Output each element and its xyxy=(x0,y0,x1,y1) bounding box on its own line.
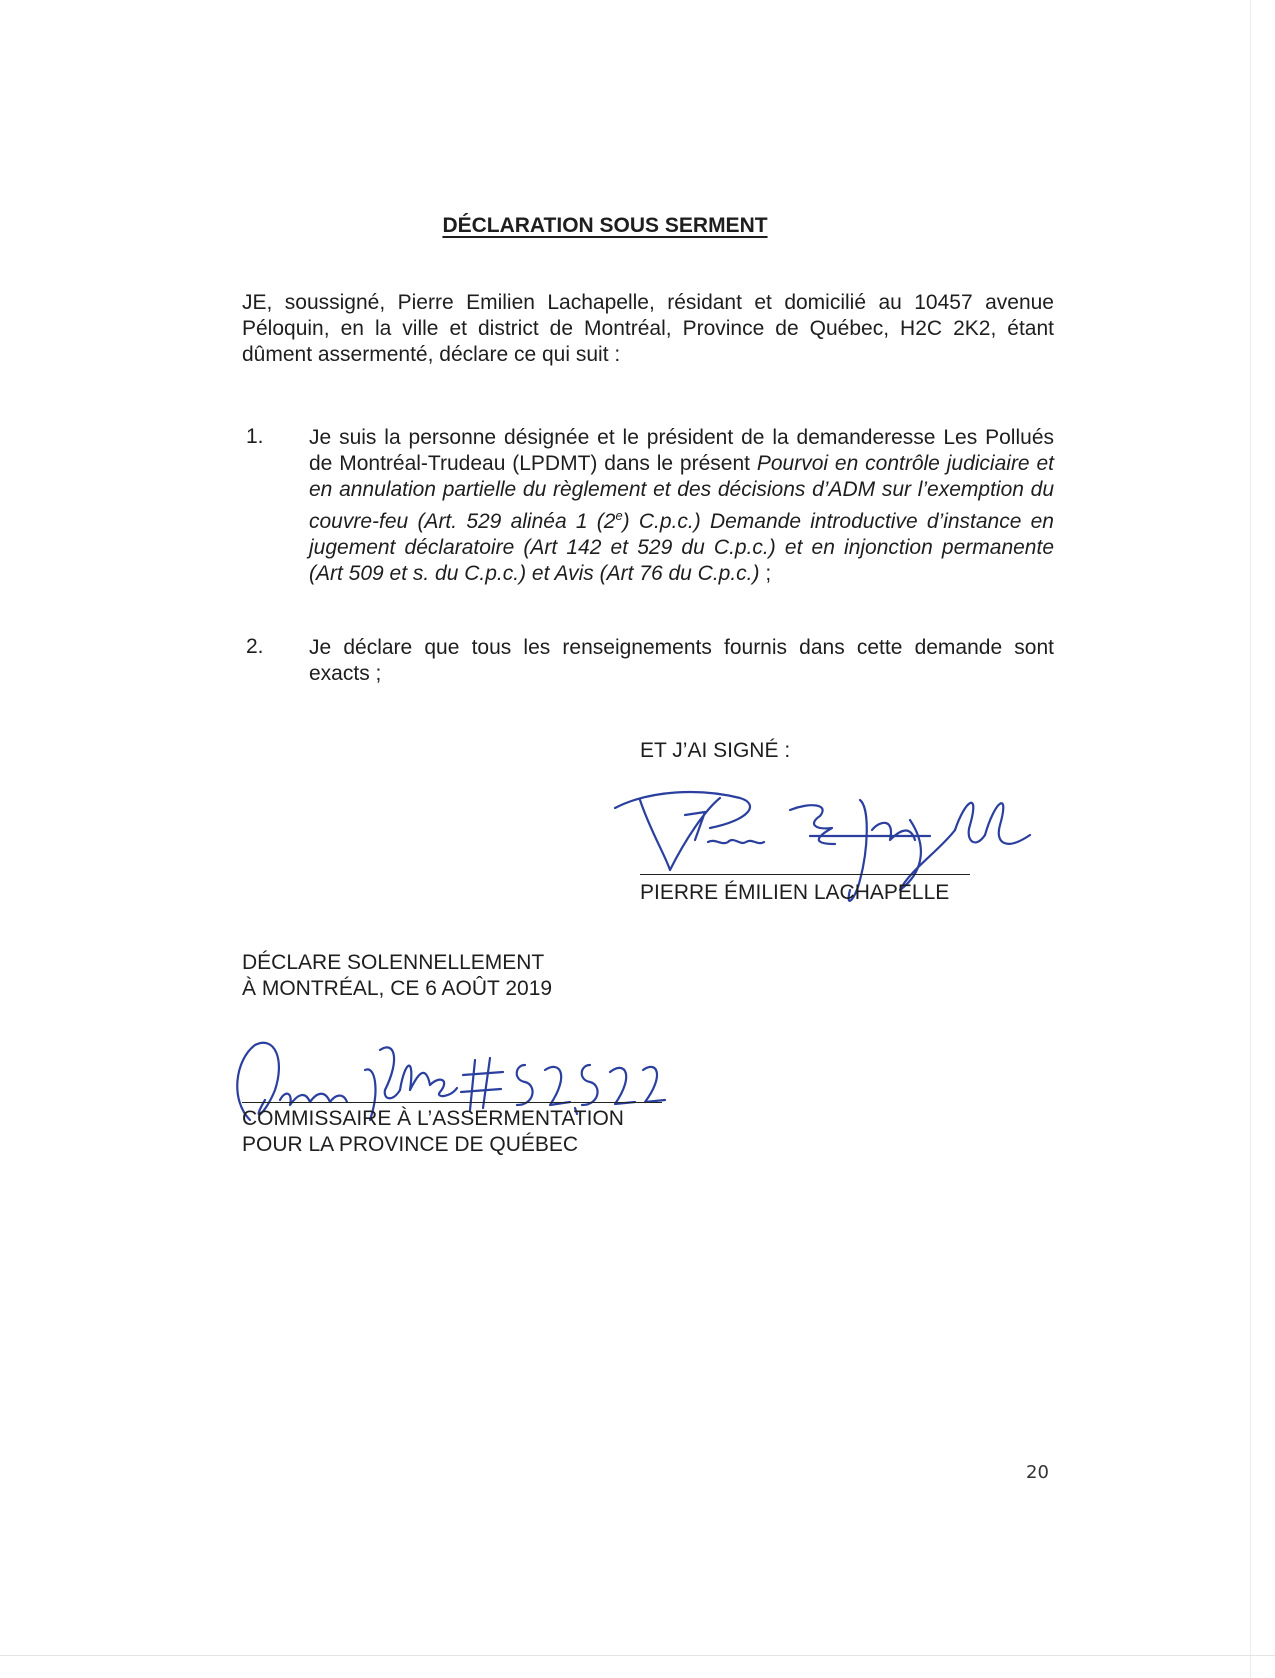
item-1-text-italic: Pourvoi en contrôle judiciaire et en annulation partielle du règlement et des décisions d’ADM sur l’exemption du couvre-feu (Art. 529 alinéa 1 (2e) C.p.c.) Demande introductive d’instance en jugement déclaratoire (Art 142 et 529 du C.p.c.) et en injonction permanente (Art 509 et s. du C.p.c.) et Avis (Art 76 du C.p.c.) xyxy=(309,452,1055,585)
item-1-text-end: ; xyxy=(759,562,772,585)
item-1-superscript: e xyxy=(615,508,623,523)
item-number-2: 2. xyxy=(246,635,264,658)
item-text-1 xyxy=(309,425,1054,587)
declarant-signature-line xyxy=(640,874,970,875)
signed-label: ET J’AI SIGNÉ : xyxy=(640,739,791,762)
document-title: DÉCLARATION SOUS SERMENT xyxy=(442,214,768,237)
commissioner-line-1: COMMISSAIRE À L’ASSERMENTATION xyxy=(242,1107,624,1130)
page-bottom-edge xyxy=(0,1655,1275,1656)
commissioner-block xyxy=(242,1106,624,1158)
intro-paragraph: JE, soussigné, Pierre Emilien Lachapelle, résidant et domicilié au 10457 avenue Péloquin, en la ville et district de Montréal, Province de Québec, H2C 2K2, étant dûment assermenté, déclare ce qui suit : xyxy=(242,291,1054,366)
item-text-2: Je déclare que tous les renseignements fournis dans cette demande sont exacts ; xyxy=(309,636,1054,685)
page-number: 20 xyxy=(1026,1462,1049,1483)
declaration-line-2: À MONTRÉAL, CE 6 AOÛT 2019 xyxy=(242,977,553,1000)
page-edge xyxy=(1250,0,1251,1678)
item-number-1: 1. xyxy=(246,425,264,448)
commissioner-line-2: POUR LA PROVINCE DE QUÉBEC xyxy=(242,1133,579,1156)
item-1-text-start: Je suis la personne désignée et le président de la demanderesse Les Pollués de Montréal-Trudeau (LPDMT) dans le présent xyxy=(309,426,1054,475)
solemn-declaration xyxy=(242,950,552,1002)
commissioner-signature-line xyxy=(242,1102,662,1103)
declaration-line-1: DÉCLARE SOLENNELLEMENT xyxy=(242,951,545,974)
declarant-name: PIERRE ÉMILIEN LACHAPELLE xyxy=(640,881,950,904)
